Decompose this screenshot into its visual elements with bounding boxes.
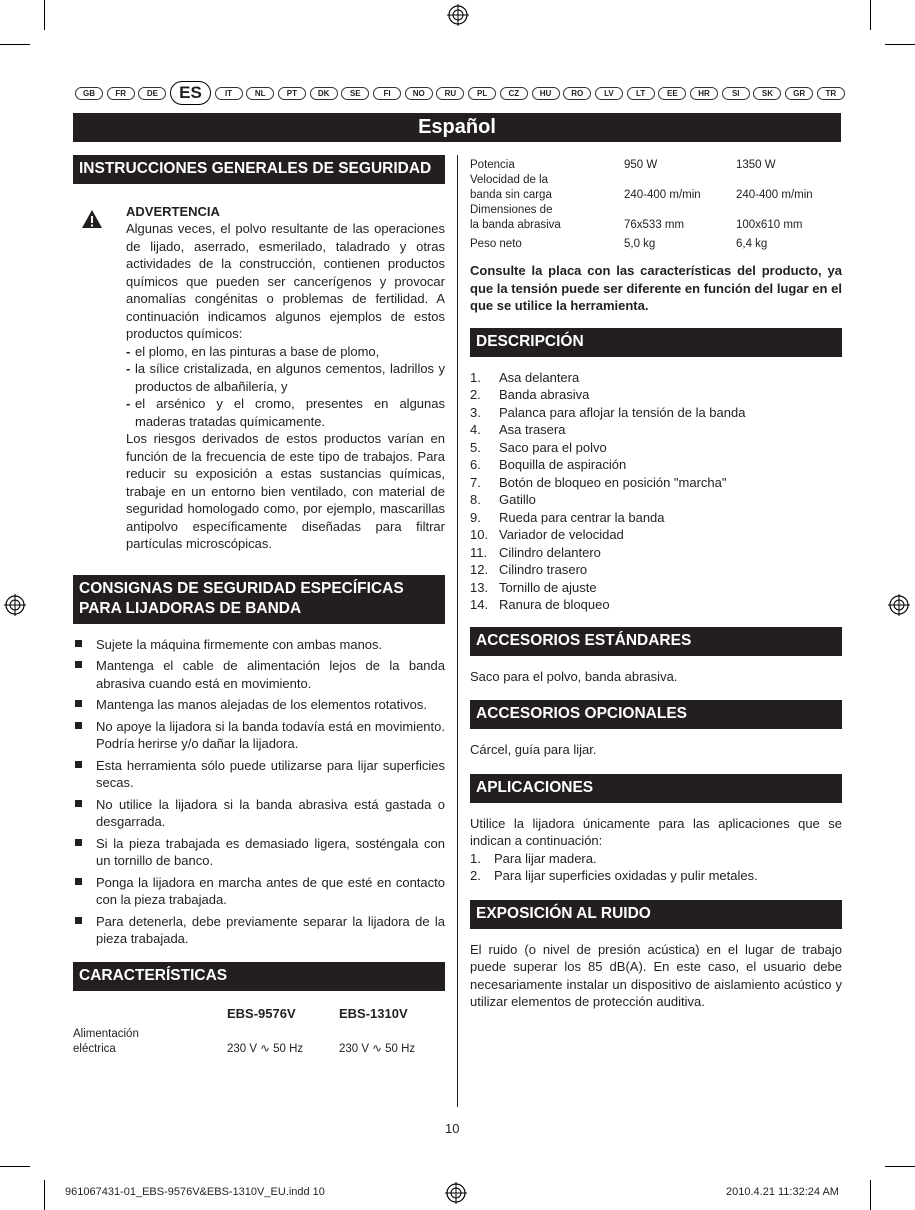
spec-label: Alimentación eléctrica: [73, 1027, 139, 1055]
spec-row: [470, 237, 842, 252]
list-item: [470, 439, 842, 457]
list-item: [470, 526, 842, 544]
warning-title: ADVERTENCIA: [126, 204, 220, 219]
list-item-text: Rueda para centrar la banda: [499, 509, 665, 525]
section-heading-optional-accessories: ACCESORIOS OPCIONALES: [470, 700, 842, 729]
characteristics-table-part2: [470, 158, 842, 252]
list-item-text: Mantenga las manos alejadas de los elementos rotativos.: [96, 697, 427, 712]
section-heading-characteristics: CARACTERÍSTICAS: [73, 962, 445, 991]
language-option-fi[interactable]: FI: [373, 87, 401, 100]
spec-label: Peso neto: [470, 238, 522, 250]
list-item-text: No utilice la lijadora si la banda abrasiva está gastada o desgarrada.: [96, 796, 445, 829]
spec-value: 1350 W: [736, 159, 776, 171]
list-item: [126, 360, 445, 395]
list-item-text: Ponga la lijadora en marcha antes de que esté en contacto con la pieza trabajada.: [96, 874, 445, 907]
language-option-ro[interactable]: RO: [563, 87, 591, 100]
language-option-pl[interactable]: PL: [468, 87, 496, 100]
list-item: [470, 456, 842, 474]
section-heading-general-safety: INSTRUCCIONES GENERALES DE SEGURIDAD: [73, 155, 445, 184]
list-item: [126, 395, 445, 430]
language-option-lv[interactable]: LV: [595, 87, 623, 100]
list-item: [73, 757, 445, 792]
chemical-examples-list: [126, 343, 445, 431]
spec-value: 6,4 kg: [736, 238, 768, 250]
list-item: [470, 474, 842, 492]
list-item-text: Palanca para aflojar la tensión de la banda: [499, 404, 746, 420]
list-item-text: Sujete la máquina firmemente con ambas manos.: [96, 636, 383, 652]
language-option-de[interactable]: DE: [138, 87, 166, 100]
list-item-number: 6.: [470, 457, 481, 472]
square-bullet-icon: [75, 917, 82, 924]
square-bullet-icon: [75, 661, 82, 668]
list-item: [470, 369, 842, 387]
language-option-se[interactable]: SE: [341, 87, 369, 100]
spec-value: 100x610 mm: [736, 219, 803, 231]
square-bullet-icon: [75, 761, 82, 768]
language-option-es[interactable]: ES: [170, 81, 211, 105]
page-number: 10: [445, 1121, 460, 1136]
spec-label: Velocidad de la banda sin carga: [470, 174, 552, 201]
list-item-text: la sílice cristalizada, en algunos cementos, ladrillos y productos de albañilería, y: [135, 361, 445, 394]
page-title: Español: [73, 113, 841, 142]
footer-file-name: 961067431-01_EBS-9576V&EBS-1310V_EU.indd 10: [65, 1186, 325, 1198]
crop-mark: [44, 0, 45, 30]
list-item: [126, 343, 445, 361]
list-item-number: 2.: [470, 387, 481, 402]
crop-mark: [870, 0, 871, 30]
dash-bullet: -: [126, 343, 131, 359]
registration-mark-icon: [447, 4, 469, 26]
column-divider: [457, 155, 458, 1107]
square-bullet-icon: [75, 878, 82, 885]
list-item-text: Saco para el polvo: [499, 439, 607, 455]
spec-value: 240-400 m/min: [736, 189, 813, 201]
left-column: [73, 155, 445, 1057]
list-item-text: Banda abrasiva: [499, 387, 590, 402]
crop-mark: [885, 1166, 915, 1167]
specific-safety-list: [73, 636, 445, 948]
section-heading-standard-accessories: ACCESORIOS ESTÁNDARES: [470, 627, 842, 656]
section-heading-description: DESCRIPCIÓN: [470, 328, 842, 357]
list-item-text: Gatillo: [499, 492, 536, 507]
list-item-number: 13.: [470, 579, 489, 595]
language-option-no[interactable]: NO: [405, 87, 433, 100]
footer-timestamp: 2010.4.21 11:32:24 AM: [726, 1186, 839, 1198]
list-item: [73, 874, 445, 909]
language-option-gr[interactable]: GR: [785, 87, 813, 100]
list-item: [470, 421, 842, 439]
list-item-text: Cilindro delantero: [499, 544, 601, 560]
standard-accessories-text: Saco para el polvo, banda abrasiva.: [470, 668, 678, 684]
list-item: [470, 544, 842, 562]
registration-mark-icon: [4, 594, 26, 616]
list-item-text: Si la pieza trabajada es demasiado ligera, sosténgala con un tornillo de banco.: [96, 835, 445, 868]
language-option-dk[interactable]: DK: [310, 87, 338, 100]
list-item: [470, 509, 842, 527]
list-item-number: 5.: [470, 439, 481, 455]
list-item-text: Mantenga el cable de alimentación lejos de la banda abrasiva cuando está en movimiento.: [96, 658, 445, 691]
spec-row: [73, 1027, 445, 1057]
list-item: [470, 596, 842, 614]
dash-bullet: -: [126, 361, 131, 376]
language-option-fr[interactable]: FR: [107, 87, 135, 100]
language-selector: [75, 83, 845, 102]
spec-label: Potencia: [470, 159, 515, 171]
list-item-number: 11.: [470, 544, 488, 560]
list-item-text: Para detenerla, debe previamente separar la lijadora de la pieza trabajada.: [96, 913, 445, 946]
crop-mark: [885, 44, 915, 45]
list-item: [470, 867, 842, 885]
list-item-text: Tornillo de ajuste: [499, 579, 597, 595]
list-item-number: 1.: [470, 369, 481, 385]
language-option-ru[interactable]: RU: [436, 87, 464, 100]
characteristics-note: Consulte la placa con las características del producto, ya que la tensión puede ser diferente en función del lugar en el que se utilice la herramienta.: [470, 263, 842, 313]
language-option-it[interactable]: IT: [215, 87, 243, 100]
language-option-tr[interactable]: TR: [817, 87, 845, 100]
warning-block: [73, 204, 445, 553]
list-item: [73, 636, 445, 654]
spec-value: 230 V ∿ 50 Hz: [339, 1042, 416, 1055]
square-bullet-icon: [75, 640, 82, 647]
language-option-sk[interactable]: SK: [753, 87, 781, 100]
list-item: [470, 850, 842, 868]
dash-bullet: -: [126, 396, 131, 411]
list-item: [73, 796, 445, 831]
list-item-number: 1.: [470, 850, 481, 866]
list-item: [470, 404, 842, 422]
language-option-cz[interactable]: CZ: [500, 87, 528, 100]
list-item-text: Cilindro trasero: [499, 562, 588, 577]
spec-label: Dimensiones de la banda abrasiva: [470, 204, 561, 231]
list-item: [73, 913, 445, 948]
spec-row: [470, 173, 842, 203]
language-option-ee[interactable]: EE: [658, 87, 686, 100]
language-option-lt[interactable]: LT: [627, 87, 655, 100]
list-item-number: 7.: [470, 474, 481, 490]
warning-intro: Algunas veces, el polvo resultante de las operaciones de lijado, aserrado, esmerilado, taladrado y otras actividades de la construcción, contienen productos químicos que pueden ser cancerígenos y provocar anomalías congénitas o problemas de fertilidad. A continuación indicamos algunos ejemplos de estos productos químicos:: [126, 221, 445, 341]
list-item-text: Variador de velocidad: [499, 527, 624, 542]
model-name: EBS-9576V: [227, 1005, 296, 1021]
list-item-number: 9.: [470, 509, 481, 525]
list-item-number: 8.: [470, 492, 481, 507]
square-bullet-icon: [75, 700, 82, 707]
list-item-text: Esta herramienta sólo puede utilizarse para lijar superficies secas.: [96, 757, 445, 790]
list-item-number: 2.: [470, 868, 481, 883]
right-column: [470, 155, 842, 1011]
language-option-hu[interactable]: HU: [532, 87, 560, 100]
list-item: [470, 491, 842, 509]
list-item: [73, 718, 445, 753]
crop-mark: [44, 1180, 45, 1210]
crop-mark: [870, 1180, 871, 1210]
noise-text: El ruido (o nivel de presión acústica) en el lugar de trabajo puede superar los 85 dB(A). En este caso, el usuario debe necesariamente instalar un dispositivo de aislamiento acústico y utilizar elementos de protección auditiva.: [470, 941, 842, 1009]
registration-mark-icon: [445, 1182, 467, 1204]
language-option-si[interactable]: SI: [722, 87, 750, 100]
list-item-number: 10.: [470, 527, 489, 542]
list-item-text: el plomo, en las pinturas a base de plomo,: [135, 343, 380, 359]
list-item: [470, 579, 842, 597]
list-item: [73, 835, 445, 870]
spec-value: 5,0 kg: [624, 238, 656, 250]
square-bullet-icon: [75, 839, 82, 846]
list-item: [73, 657, 445, 692]
spec-value: 950 W: [624, 159, 658, 171]
list-item-text: No apoye la lijadora si la banda todavía está en movimiento. Podría herirse y/o dañar la lijadora.: [96, 718, 445, 751]
description-list: [470, 369, 842, 614]
characteristics-model-header: [73, 1005, 445, 1027]
list-item-text: Ranura de bloqueo: [499, 597, 610, 612]
language-option-pt[interactable]: PT: [278, 87, 306, 100]
list-item-text: Boquilla de aspiración: [499, 457, 627, 472]
list-item-text: Asa trasera: [499, 422, 566, 437]
list-item: [73, 696, 445, 714]
list-item-number: 4.: [470, 422, 481, 437]
model-name: EBS-1310V: [339, 1005, 408, 1021]
list-item-number: 3.: [470, 404, 481, 420]
risk-text: Los riesgos derivados de estos productos varían en función de la frecuencia de este tipo de trabajos. Para reducir su exposición a estas sustancias químicas, trabaje en un entorno bien ventilado, con material de seguridad homologado como, por ejemplo, mascarillas antipolvo específicamente diseñadas para filtrar partículas microscópicas.: [126, 431, 445, 551]
crop-mark: [0, 44, 30, 45]
list-item: [470, 561, 842, 579]
list-item-text: Para lijar superficies oxidadas y pulir metales.: [494, 868, 758, 883]
optional-accessories-text: Cárcel, guía para lijar.: [470, 742, 597, 757]
spec-value: 240-400 m/min: [624, 189, 701, 201]
characteristics-table-part1: [73, 1027, 445, 1057]
section-heading-specific-safety: CONSIGNAS DE SEGURIDAD ESPECÍFICAS PARA LIJADORAS DE BANDA: [73, 575, 445, 624]
square-bullet-icon: [75, 722, 82, 729]
warning-triangle-icon: [81, 209, 103, 229]
crop-mark: [0, 1166, 30, 1167]
list-item-number: 12.: [470, 562, 489, 577]
section-heading-applications: APLICACIONES: [470, 774, 842, 803]
registration-mark-icon: [888, 594, 910, 616]
language-option-nl[interactable]: NL: [246, 87, 274, 100]
language-option-gb[interactable]: GB: [75, 87, 103, 100]
spec-value: 76x533 mm: [624, 219, 685, 231]
applications-list: [470, 850, 842, 885]
list-item-number: 14.: [470, 597, 489, 612]
square-bullet-icon: [75, 800, 82, 807]
applications-intro: Utilice la lijadora únicamente para las aplicaciones que se indican a continuación:: [470, 815, 842, 848]
list-item-text: el arsénico y el cromo, presentes en algunas maderas tratadas químicamente.: [135, 396, 445, 429]
spec-row: [470, 158, 842, 173]
spec-row: [470, 203, 842, 233]
list-item-text: Para lijar madera.: [494, 850, 597, 866]
language-option-hr[interactable]: HR: [690, 87, 718, 100]
list-item-text: Botón de bloqueo en posición "marcha": [499, 474, 727, 490]
list-item-text: Asa delantera: [499, 369, 580, 385]
section-heading-noise: EXPOSICIÓN AL RUIDO: [470, 900, 842, 929]
list-item: [470, 386, 842, 404]
spec-value: 230 V ∿ 50 Hz: [227, 1042, 304, 1055]
